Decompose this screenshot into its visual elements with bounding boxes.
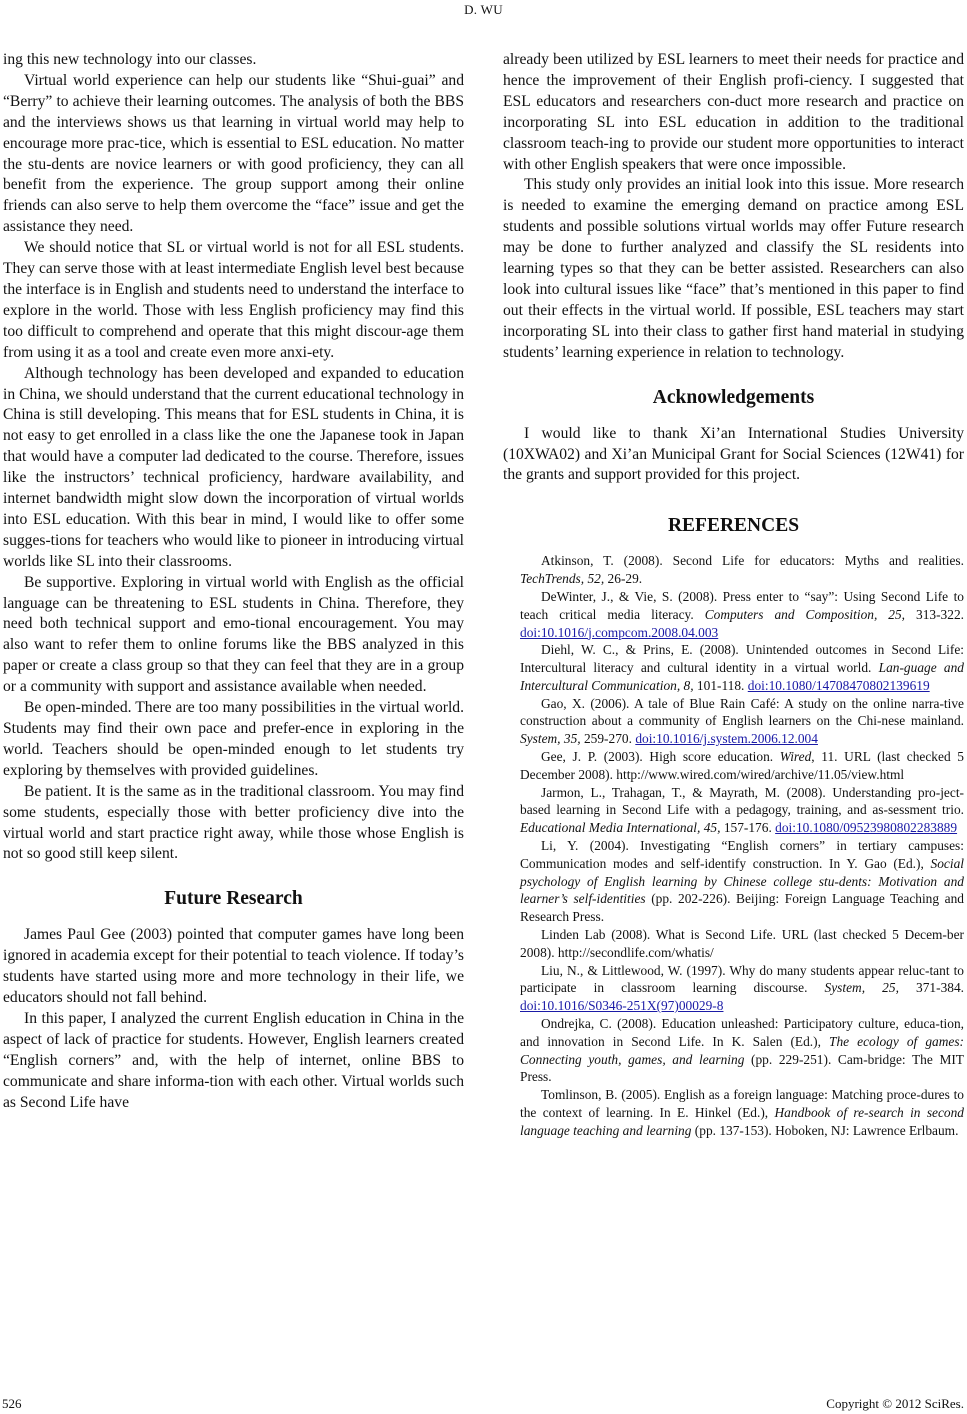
reference-source: System, 35, bbox=[520, 731, 581, 747]
references-heading: REFERENCES bbox=[667, 515, 800, 537]
reference-entry bbox=[503, 1086, 964, 1139]
paragraph: Virtual world experience can help our students like “Shui-guai” and “Berry” to achieve their learning outcomes. The analysis of both the BBS and the interviews shows us that learning in virtual world may help to encourage more prac-tice, which is essential to ESL education. No matter the stu-dents are novice learners or with good proficiency, they can all benefit from the experience. The group support among their online friends can also serve to help them overcome the “face” issue and get the assistance they need. bbox=[3, 71, 464, 236]
reference-text: (pp. 137-153). Hoboken, NJ: Lawrence Erlbaum. bbox=[691, 1122, 959, 1138]
paragraph: Be supportive. Exploring in virtual world with English as the official language can be threatening to ESL students in China. Therefore, they need both technical support and emo-tional encouragement. You may also want to refer them to online forums like the BBS analyzed in this paper or create a class group so that they can feel that they are in a group or a community with support and assistance available when needed. bbox=[3, 573, 464, 696]
reference-entry bbox=[503, 837, 964, 926]
doi-link[interactable]: doi:10.1016/j.system.2006.12.004 bbox=[635, 731, 818, 747]
reference-text: , 11. URL (last checked 5 December 2008). http://www.wired.com/wired/archive/11.05/view.html bbox=[520, 749, 964, 782]
copyright-notice: Copyright © 2012 SciRes. bbox=[826, 1396, 964, 1411]
reference-entry bbox=[503, 552, 964, 588]
reference-entry bbox=[503, 641, 964, 694]
reference-text: Liu, N., & Littlewood, W. (1997). Why do many students appear reluc-tant to participate in classroom learning discourse. bbox=[520, 962, 964, 996]
reference-entry bbox=[503, 926, 964, 962]
left-column bbox=[3, 50, 464, 1114]
reference-text: Jarmon, L., Trahagan, T., & Mayrath, M. (2008). Understanding pro-ject-based learning in Second Life with a pedagogy, training, and as-sessment trio. bbox=[520, 784, 964, 818]
reference-entry bbox=[503, 748, 964, 784]
future-research-heading: Future Research bbox=[164, 888, 303, 910]
reference-text: Linden Lab (2008). What is Second Life. URL (last checked 5 Decem-ber 2008). http://secondlife.com/whatis/ bbox=[520, 927, 964, 960]
doi-link[interactable]: doi:10.1080/14708470802139619 bbox=[747, 677, 930, 693]
paragraph: Be patient. It is the same as in the traditional classroom. You may find some students, especially those with better proficiency dive into the virtual world and start practice right away, while those whose English is not so good still keep silent. bbox=[3, 782, 464, 863]
reference-text: Tomlinson, B. (2005). English as a foreign language: Matching proce-dures to the context of learning. In E. Hinkel (Ed.), bbox=[520, 1087, 964, 1121]
reference-entry bbox=[503, 962, 964, 1015]
reference-text: Diehl, W. C., & Prins, E. (2008). Unintended outcomes in Second Life: Intercultural literacy and cultural identity in a virtual world. bbox=[520, 642, 964, 676]
doi-link[interactable]: doi:10.1080/09523980802283889 bbox=[775, 820, 958, 836]
reference-source: The ecology of games: Connecting youth, games, and learning bbox=[520, 1033, 964, 1067]
acknowledgements-heading: Acknowledgements bbox=[652, 386, 815, 408]
running-head: D. WU bbox=[464, 2, 503, 17]
reference-text: 101-118. bbox=[693, 677, 748, 693]
reference-entry bbox=[503, 695, 964, 748]
reference-text: Ondrejka, C. (2008). Education unleashed: Participatory culture, educa-tion, and innovation in Second Life. In K. Salen (Ed.), bbox=[520, 1016, 964, 1049]
reference-text: 157-176. bbox=[720, 820, 776, 836]
reference-text: 26-29. bbox=[604, 571, 643, 587]
reference-text: (pp. 202-226). Beijing: Foreign Language Teaching and Research Press. bbox=[520, 891, 964, 925]
reference-text: DeWinter, J., & Vie, S. (2008). Press enter to “say”: Using Second Life to teach critical media literacy. bbox=[520, 588, 964, 622]
reference-source: Wired bbox=[779, 749, 812, 765]
reference-text: Li, Y. (2004). Investigating “English corners” in tertiary campuses: Communication modes and self-identify construction. In Y. Gao (Ed.), bbox=[520, 838, 964, 871]
reference-text: 259-270. bbox=[580, 731, 636, 747]
reference-text: (pp. 229-251). Cam-bridge: The MIT Press. bbox=[520, 1051, 964, 1085]
paragraph: Be open-minded. There are too many possibilities in the virtual world. Students may find their own pace and prefer-ence in exploring in the world. Teachers should be open-minded enough to let students try exploring by themselves with provided guidelines. bbox=[3, 699, 464, 779]
paragraph: already been utilized by ESL learners to meet their needs for practice and hence the improvement of their English profi-ciency. I suggested that ESL educators and researchers con-duct more research and practice on incorporating SL into ESL education in addition to the traditional classroom teach-ing to provide our student more opportunities to interact with other English speakers that were once impossible. bbox=[503, 51, 964, 173]
reference-source: TechTrends, 52, bbox=[520, 571, 605, 587]
reference-source: Lan-guage and Intercultural Communication, 8, bbox=[520, 660, 964, 693]
paragraph: James Paul Gee (2003) pointed that computer games have long been ignored in academia except for their potential to teach violence. If today’s students have started using more and more technology in their life, we educators should not fall behind. bbox=[3, 926, 464, 1007]
reference-source: Handbook of re-search in second language teaching and learning bbox=[520, 1105, 965, 1138]
reference-entry bbox=[503, 784, 964, 837]
paragraph: This study only provides an initial look into this issue. More research is needed to examine the emerging demand on practice among ESL students and possible solutions virtual worlds may offer Future research may be done to further analyzed and classify the SL residents into learning types so that they can be better assisted. Researchers can also look into cultural issues like “face” that’s mentioned in this paper to find out their effects in the virtual world. If possible, ESL teachers may start incorporating SL into their class to gather first hand material in studying students’ learning experience in relation to technology. bbox=[503, 176, 964, 361]
reference-entry bbox=[503, 588, 964, 641]
page-number: 526 bbox=[2, 1396, 22, 1411]
doi-link[interactable]: doi:10.1016/j.compcom.2008.04.003 bbox=[520, 624, 719, 640]
paragraph: In this paper, I analyzed the current English education in China in the aspect of lack of practice for students. However, English learners created “English corners” and, with the help of internet, online BBS to communicate and share informa-tion with each other. Virtual worlds such as Second Life have bbox=[3, 1009, 464, 1111]
reference-text: 313-322. bbox=[905, 606, 964, 622]
reference-text: 371-384. bbox=[898, 980, 965, 996]
reference-source: System, 25, bbox=[824, 980, 899, 996]
paragraph: Although technology has been developed and expanded to education in China, we should understand that the current educational technology in China is still developing. This means that for ESL students in China, it is not easy to get enrolled in a class like the one the Japanese took in Japan that would have a computer lad dedicated to the course. Therefore, issues like the instructors’ technical proficiency, hardware availability, and internet bandwidth might slow down the incorporation of virtual worlds into ESL education. With this bear in mind, I would like to offer some sugges-tions for teachers who would like to pioneer in introducing virtual worlds like SL into their classrooms. bbox=[3, 364, 464, 570]
reference-entry bbox=[503, 1015, 964, 1086]
acknowledgements-text: I would like to thank Xi’an International Studies University (10XWA02) and Xi’an Municipal Grant for Social Sciences (12W41) for the grants and support provided for this project. bbox=[503, 424, 964, 484]
paragraph: ing this new technology into our classes. bbox=[3, 51, 257, 68]
doi-link[interactable]: doi:10.1016/S0346-251X(97)00029-8 bbox=[520, 998, 724, 1014]
reference-source: Social psychology of English learning by Chinese college stu-dents: Motivation and learner’s self-identities bbox=[520, 855, 964, 907]
reference-source: Educational Media International, 45, bbox=[520, 820, 721, 836]
reference-text: Gee, J. P. (2003). High score education. bbox=[541, 749, 780, 765]
reference-text: Gao, X. (2006). A tale of Blue Rain Café: A study on the online narra-tive construction about a community of English learners on the Chi-nese mainland. bbox=[520, 695, 964, 729]
paragraph: We should notice that SL or virtual world is not for all ESL students. They can serve those with at least intermediate English level best because the interface is in English and students need to understand the interface to explore in the world. Those with less English proficiency may find this too difficult to comprehend and operate that this might discour-age them from using it as a tool and create even more anxi-ety. bbox=[3, 239, 464, 361]
reference-source: Computers and Composition, 25, bbox=[704, 606, 906, 622]
reference-text: Atkinson, T. (2008). Second Life for educators: Myths and realities. bbox=[541, 553, 964, 569]
right-column bbox=[503, 50, 964, 1140]
references-list bbox=[503, 552, 964, 1139]
